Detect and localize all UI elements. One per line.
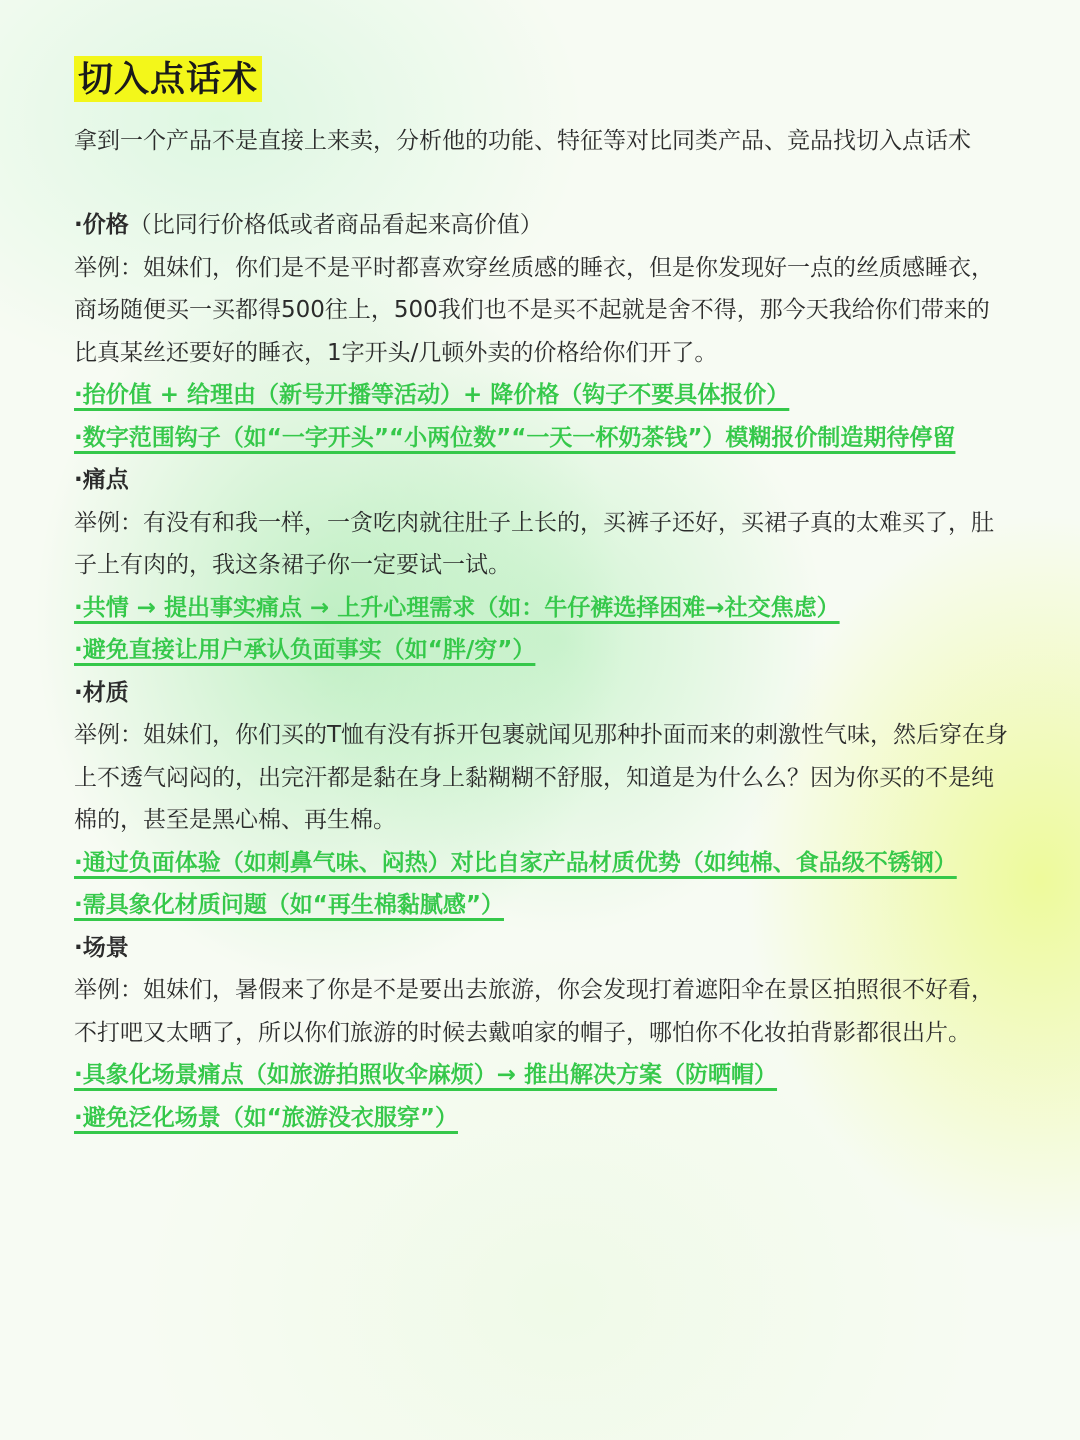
section-material bbox=[74, 672, 1009, 927]
section-heading: ·价格 bbox=[74, 212, 129, 238]
highlight-note: ·共情 → 提出事实痛点 → 上升心理需求（如：牛仔裤选择困难→社交焦虑） bbox=[74, 594, 840, 621]
highlight-note: ·避免直接让用户承认负面事实（如“胖/穷”） bbox=[74, 637, 536, 663]
section-example: 举例：姐妹们，你们是不是平时都喜欢穿丝质感的睡衣，但是你发现好一点的丝质感睡衣，商场随便买一买都得500往上，500我们也不是买不起就是舍不得，那今天我给你们带来的比真某丝还要好的睡衣，1字开头/几顿外卖的价格给你们开了。 bbox=[74, 254, 994, 366]
section-example: 举例：姐妹们，你们买的T恤有没有拆开包裹就闻见那种扑面而来的刺激性气味，然后穿在身上不透气闷闷的，出完汗都是黏在身上黏糊糊不舒服，知道是为什么么？因为你买的不是纯棉的，甚至是黑心棉、再生棉。 bbox=[74, 722, 1009, 833]
highlight-note: ·具象化场景痛点（如旅游拍照收伞麻烦）→ 推出解决方案（防晒帽） bbox=[74, 1062, 778, 1088]
intro-paragraph: 拿到一个产品不是直接上来卖，分析他的功能、特征等对比同类产品、竞品找切入点话术 bbox=[74, 128, 971, 154]
highlight-note: ·数字范围钩子（如“一字开头”“小两位数”“一天一杯奶茶钱”）模糊报价制造期待停留 bbox=[74, 424, 956, 451]
spacer bbox=[74, 162, 1009, 204]
section-example: 举例：有没有和我一样，一贪吃肉就往肚子上长的，买裤子还好，买裙子真的太难买了，肚子上有肉的，我这条裙子你一定要试一试。 bbox=[74, 509, 994, 578]
section-scene bbox=[74, 927, 1009, 1140]
section-example: 举例：姐妹们，暑假来了你是不是要出去旅游，你会发现打着遮阳伞在景区拍照很不好看，不打吧又太晒了，所以你们旅游的时候去戴咱家的帽子，哪怕你不化妆拍背影都很出片。 bbox=[74, 977, 994, 1046]
page-title: 切入点话术 bbox=[74, 56, 262, 102]
section-heading-note: （比同行价格低或者商品看起来高价值） bbox=[128, 212, 543, 238]
section-heading: ·痛点 bbox=[74, 467, 129, 493]
document bbox=[74, 56, 1009, 1139]
section-heading: ·场景 bbox=[74, 934, 129, 961]
highlight-note: ·需具象化材质问题（如“再生棉黏腻感”） bbox=[74, 892, 504, 918]
section-price bbox=[74, 204, 1009, 459]
highlight-note: ·避免泛化场景（如“旅游没衣服穿”） bbox=[74, 1104, 458, 1131]
highlight-note: ·通过负面体验（如刺鼻气味、闷热）对比自家产品材质优势（如纯棉、食品级不锈钢） bbox=[74, 849, 957, 876]
section-heading: ·材质 bbox=[74, 679, 129, 706]
highlight-note: ·抬价值 + 给理由（新号开播等活动）+ 降价格（钩子不要具体报价） bbox=[74, 382, 790, 408]
section-pain-point bbox=[74, 459, 1009, 672]
